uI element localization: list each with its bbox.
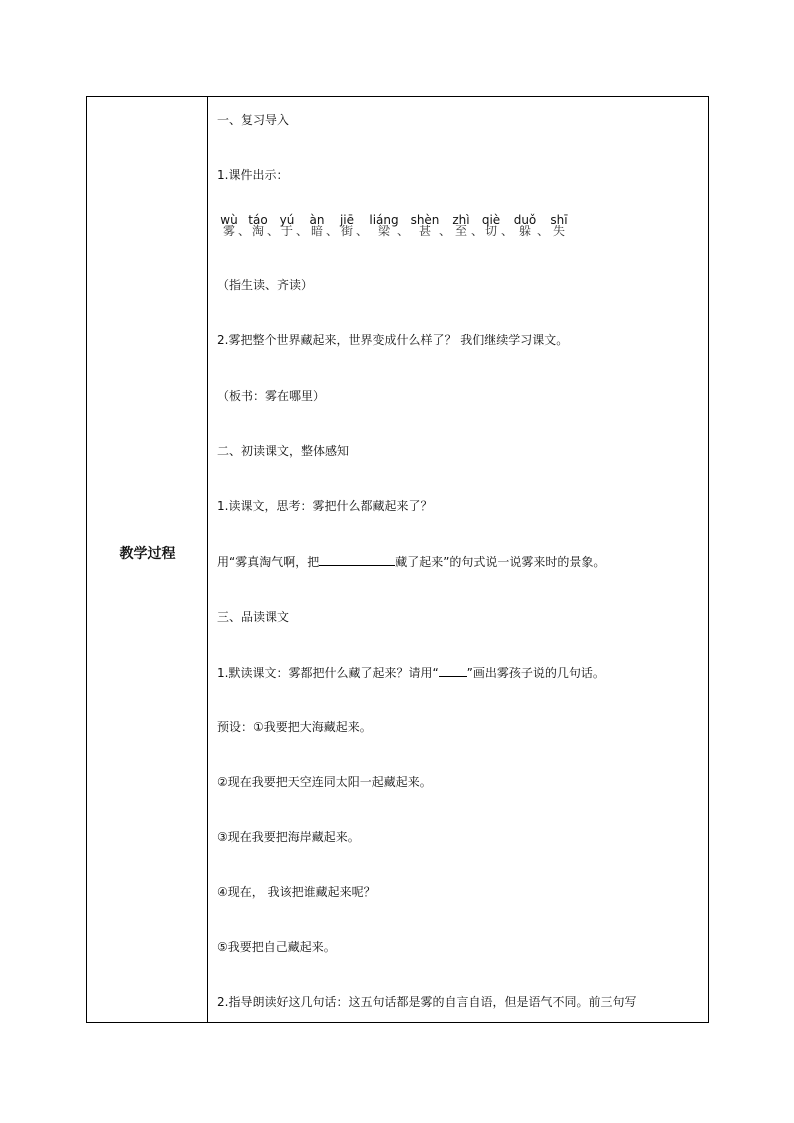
pinyin-sep: 、 xyxy=(397,224,410,238)
pinyin-char-4: àn 暗 xyxy=(309,213,325,238)
pinyin-char-7: shèn 甚 xyxy=(410,213,440,238)
reading-guidance: 2.指导朗读好这几句话：这五句话都是雾的自言自语，但是语气不同。前三句写 xyxy=(217,995,637,1009)
pinyin-char-3: yú 于 xyxy=(279,213,295,238)
label-cell xyxy=(87,97,208,1022)
pinyin-char-5: jiē 街 xyxy=(339,213,355,238)
courseware-line: 1.课件出示： xyxy=(217,168,289,182)
task-silent-read: 1.默读课文：雾都把什么藏了起来？请用“ ”画出雾孩子说的几句话。 xyxy=(217,666,605,680)
pinyin-char-11: shī 失 xyxy=(550,213,568,238)
heading-first-read: 二、初读课文，整体感知 xyxy=(217,444,350,458)
preset-1: 预设：①我要把大海藏起来。 xyxy=(217,720,372,734)
section-label: 教学过程 xyxy=(119,546,176,562)
preset-5: ⑤我要把自己藏起来。 xyxy=(217,940,336,954)
pinyin-sep: 、 xyxy=(501,224,514,238)
content-cell xyxy=(208,97,708,1022)
preset-4: ④现在， 我该把谁藏起来呢？ xyxy=(217,885,376,899)
preset-2: ②现在我要把天空连同太阳一起藏起来。 xyxy=(217,775,432,789)
pinyin-char-1: wù 雾 xyxy=(220,213,238,238)
pinyin-sep: 、 xyxy=(326,224,339,238)
pinyin-char-9: qiè 切 xyxy=(481,213,501,238)
underline-mark xyxy=(439,664,467,677)
lesson-table xyxy=(86,96,709,1023)
pinyin-sep: 、 xyxy=(296,224,309,238)
pinyin-sep: 、 xyxy=(267,224,280,238)
heading-review: 一、复习导入 xyxy=(217,113,290,127)
heading-deep-read: 三、品读课文 xyxy=(217,610,290,624)
question-hidden: 1.读课文，思考：雾把什么都藏起来了？ xyxy=(217,499,433,513)
instruction-read: （指生读、齐读） xyxy=(217,278,314,292)
fill-blank xyxy=(319,553,395,566)
pinyin-char-6: liáng 梁 xyxy=(369,213,399,238)
preset-3: ③现在我要把海岸藏起来。 xyxy=(217,830,360,844)
pinyin-sep: 、 xyxy=(356,224,369,238)
pinyin-sep: 、 xyxy=(238,224,251,238)
question-world: 2.雾把整个世界藏起来，世界变成什么样了？ 我们继续学习课文。 xyxy=(217,333,569,347)
sentence-pattern: 用“雾真淘气啊，把 藏了起来”的句式说一说雾来时的景象。 xyxy=(217,555,606,569)
pinyin-char-8: zhì 至 xyxy=(452,213,470,238)
pinyin-sep: 、 xyxy=(471,224,484,238)
pinyin-sep: 、 xyxy=(537,224,550,238)
pinyin-sep: 、 xyxy=(439,224,452,238)
pinyin-char-10: duǒ 躲 xyxy=(513,213,537,238)
pinyin-char-2: táo 淘 xyxy=(248,213,268,238)
board-note: （板书：雾在哪里） xyxy=(217,389,326,403)
